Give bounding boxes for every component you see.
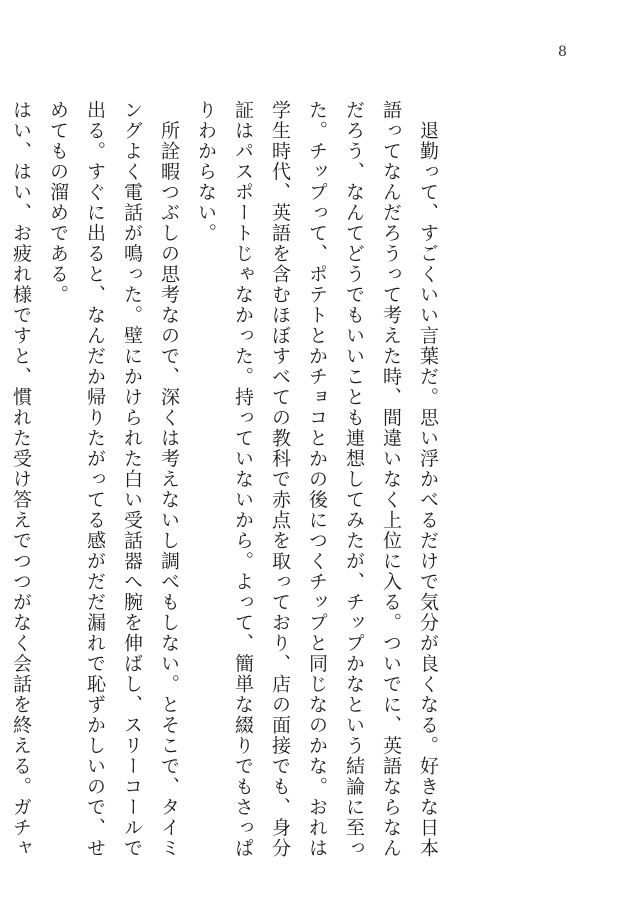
- body-text: [10, 100, 446, 860]
- paragraph: 退勤って、すごくいい言葉だ。思い浮かべるだけで気分が良くなる。好きな日本語ってなんだろうって考えた時、間違いなく上位に入る。ついでに、英語ならなんだろう、なんてどうでもいいことも連想してみたが、チップかなという結論に至った。チップって、ポテトとかチョコとかの後につくチップと同じなのかな。おれは学生時代、英語を含むほぼすべての教科で赤点を取っており、店の面接でも、身分証はパスポートじゃなかった。持っていないから。よって、簡単な綴りでもさっぱりわからない。: [195, 100, 439, 859]
- paragraph: 所詮暇つぶしの思考なので、深くは考えないし調べもしない。とそこで、タイミングよく電話が鳴った。壁にかけられた白い受話器へ腕を伸ばし、スリーコールで出る。すぐに出ると、なんだか帰りたがってる感がだだ漏れで恥ずかしいので、せめてもの溜めである。: [47, 100, 180, 859]
- paragraph: はい、はい、お疲れ様ですと、慣れた受け答えでつつがなく会話を終える。ガチャ: [10, 100, 32, 859]
- page-number: 8: [558, 44, 567, 60]
